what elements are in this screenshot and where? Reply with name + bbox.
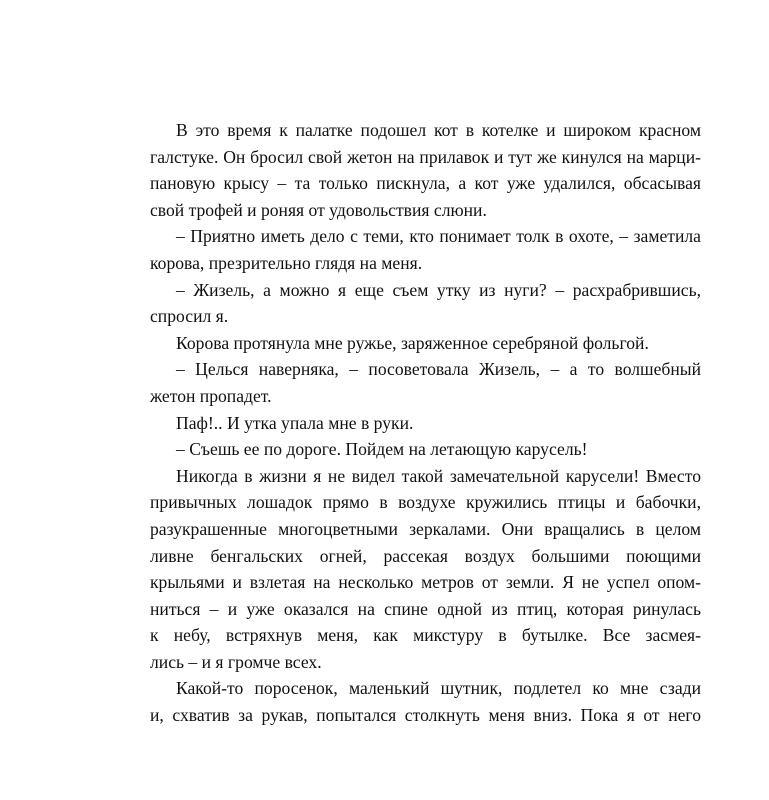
text-line: Паф!.. И утка упала мне в руки. xyxy=(176,412,414,433)
text-line: корова, презрительно глядя на меня. xyxy=(150,252,423,273)
text-line: привычных лошадок прямо в воздухе кружились птицы и бабочки, xyxy=(150,492,701,513)
text-line: – Приятно иметь дело с теми, кто понимает толк в охоте, – заметила xyxy=(176,226,701,247)
text-line: – Съешь ее по дороге. Пойдем на летающую карусель! xyxy=(176,439,588,460)
text-line: Никогда в жизни я не видел такой замечательной карусели! Вместо xyxy=(176,465,701,486)
text-line: разукрашенные многоцветными зеркалами. Они вращались в целом xyxy=(150,518,701,539)
text-line: галстуке. Он бросил свой жетон на прилавок и тут же кинулся на марци- xyxy=(150,146,701,167)
text-line: В это время к палатке подошел кот в котелке и широком красном xyxy=(176,120,701,140)
text-line: свой трофей и роняя от удовольствия слюни. xyxy=(150,199,487,220)
text-line: Корова протянула мне ружье, заряженное серебряной фольгой. xyxy=(176,332,649,353)
text-line: – Целься наверняка, – посоветовала Жизель, – а то волшебный xyxy=(176,359,701,380)
text-line: ливне бенгальских огней, рассекая воздух большими поющими xyxy=(150,545,701,566)
text-line: пановую крысу – та только пискнула, а кот уже удалился, обсасывая xyxy=(150,173,701,194)
page-text xyxy=(150,117,701,729)
text-line: крыльями и взлетая на несколько метров от земли. Я не успел опом- xyxy=(150,572,701,593)
text-line: лись – и я громче всех. xyxy=(150,651,322,672)
text-line: к небу, встряхнув меня, как микстуру в бутылке. Все засмея- xyxy=(150,625,701,646)
text-line: Какой-то поросенок, маленький шутник, подлетел ко мне сзади xyxy=(176,678,701,699)
text-line: ниться – и уже оказался на спине одной из птиц, которая ринулась xyxy=(150,598,701,619)
text-line: жетон пропадет. xyxy=(150,385,272,406)
text-line: и, схватив за рукав, попытался столкнуть меня вниз. Пока я от него xyxy=(150,705,701,726)
text-line: спросил я. xyxy=(150,306,229,327)
text-line: – Жизель, а можно я еще съем утку из нуги? – расхрабрившись, xyxy=(176,279,701,300)
